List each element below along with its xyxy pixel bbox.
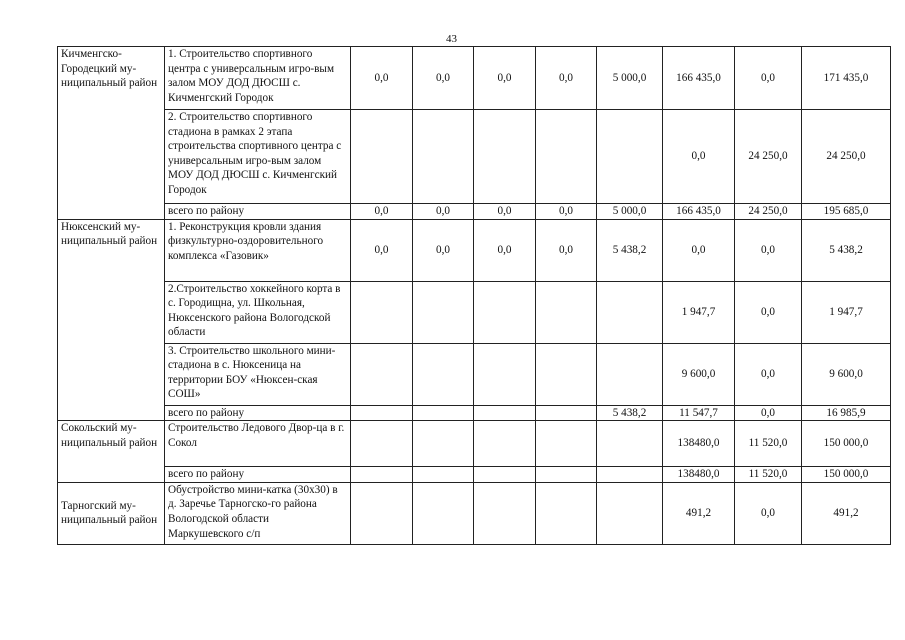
- district-cell: Кичменгско-Городецкий му-ниципальный район: [58, 47, 165, 220]
- value-cell: [413, 110, 474, 204]
- value-cell: [597, 421, 663, 467]
- value-cell: 491,2: [663, 482, 735, 544]
- value-cell: [474, 467, 536, 483]
- value-cell: [474, 421, 536, 467]
- value-cell: 0,0: [536, 47, 597, 110]
- value-cell: [474, 482, 536, 544]
- value-cell: 0,0: [735, 219, 802, 281]
- value-cell: 0,0: [474, 47, 536, 110]
- value-cell: 0,0: [735, 281, 802, 343]
- value-cell: 0,0: [536, 204, 597, 220]
- total-cell: 5 438,2: [802, 219, 891, 281]
- value-cell: [474, 110, 536, 204]
- table-row: [58, 204, 891, 220]
- value-cell: 11 520,0: [735, 421, 802, 467]
- subtotal-label: всего по району: [165, 467, 351, 483]
- project-cell: 1. Реконструкция кровли здания физкультурно-оздоровительного комплекса «Газовик»: [165, 219, 351, 281]
- value-cell: [351, 405, 413, 421]
- value-cell: [351, 343, 413, 405]
- value-cell: 24 250,0: [735, 204, 802, 220]
- value-cell: 138480,0: [663, 467, 735, 483]
- value-cell: 0,0: [413, 47, 474, 110]
- table-row: [58, 281, 891, 343]
- value-cell: 5 438,2: [597, 219, 663, 281]
- value-cell: [536, 421, 597, 467]
- subtotal-label: всего по району: [165, 405, 351, 421]
- table-row: [58, 421, 891, 467]
- value-cell: [413, 405, 474, 421]
- value-cell: [474, 405, 536, 421]
- value-cell: [413, 482, 474, 544]
- value-cell: [351, 482, 413, 544]
- project-cell: 1. Строительство спортивного центра с универсальным игро-вым залом МОУ ДОД ДЮСШ с. Кичменгский Городок: [165, 47, 351, 110]
- value-cell: 11 520,0: [735, 467, 802, 483]
- value-cell: 0,0: [474, 219, 536, 281]
- table-row: [58, 405, 891, 421]
- value-cell: 0,0: [351, 47, 413, 110]
- value-cell: [474, 281, 536, 343]
- value-cell: 0,0: [351, 219, 413, 281]
- value-cell: [413, 421, 474, 467]
- value-cell: [597, 343, 663, 405]
- value-cell: 11 547,7: [663, 405, 735, 421]
- project-cell: Строительство Ледового Двор-ца в г. Сокол: [165, 421, 351, 467]
- value-cell: 0,0: [735, 47, 802, 110]
- project-cell: 2.Строительство хоккейного корта в с. Городищна, ул. Школьная, Нюксенского района Вологодской области: [165, 281, 351, 343]
- value-cell: [597, 110, 663, 204]
- table-row: [58, 110, 891, 204]
- value-cell: [413, 343, 474, 405]
- value-cell: [597, 482, 663, 544]
- value-cell: 1 947,7: [663, 281, 735, 343]
- value-cell: [351, 281, 413, 343]
- value-cell: [536, 482, 597, 544]
- value-cell: [597, 467, 663, 483]
- value-cell: 0,0: [735, 405, 802, 421]
- value-cell: [597, 281, 663, 343]
- value-cell: 24 250,0: [735, 110, 802, 204]
- project-cell: 2. Строительство спортивного стадиона в рамках 2 этапа строительства спортивного центра с универсальным игро-вым залом МОУ ДОД ДЮСШ с. Кичменгский Городок: [165, 110, 351, 204]
- district-cell: Сокольский му-ниципальный район: [58, 421, 165, 483]
- value-cell: [536, 405, 597, 421]
- value-cell: [536, 281, 597, 343]
- value-cell: [413, 281, 474, 343]
- value-cell: 5 000,0: [597, 47, 663, 110]
- value-cell: [536, 467, 597, 483]
- total-cell: 150 000,0: [802, 467, 891, 483]
- table-row: [58, 482, 891, 544]
- value-cell: 0,0: [735, 482, 802, 544]
- value-cell: 5 438,2: [597, 405, 663, 421]
- value-cell: 0,0: [413, 204, 474, 220]
- value-cell: 5 000,0: [597, 204, 663, 220]
- value-cell: 0,0: [351, 204, 413, 220]
- total-cell: 195 685,0: [802, 204, 891, 220]
- value-cell: [536, 110, 597, 204]
- value-cell: 0,0: [536, 219, 597, 281]
- total-cell: 491,2: [802, 482, 891, 544]
- page-number: 43: [446, 33, 457, 45]
- subtotal-label: всего по району: [165, 204, 351, 220]
- value-cell: [351, 421, 413, 467]
- value-cell: 0,0: [663, 110, 735, 204]
- district-cell: Нюксенский му-ниципальный район: [58, 219, 165, 421]
- value-cell: [474, 343, 536, 405]
- value-cell: 166 435,0: [663, 47, 735, 110]
- value-cell: [413, 467, 474, 483]
- value-cell: 0,0: [474, 204, 536, 220]
- total-cell: 24 250,0: [802, 110, 891, 204]
- value-cell: [351, 467, 413, 483]
- district-cell: Тарногский му-ниципальный район: [58, 482, 165, 544]
- value-cell: [351, 110, 413, 204]
- value-cell: 138480,0: [663, 421, 735, 467]
- value-cell: 9 600,0: [663, 343, 735, 405]
- table-row: [58, 47, 891, 110]
- value-cell: [536, 343, 597, 405]
- total-cell: 16 985,9: [802, 405, 891, 421]
- value-cell: 0,0: [413, 219, 474, 281]
- value-cell: 0,0: [735, 343, 802, 405]
- total-cell: 1 947,7: [802, 281, 891, 343]
- value-cell: 0,0: [663, 219, 735, 281]
- total-cell: 150 000,0: [802, 421, 891, 467]
- value-cell: 166 435,0: [663, 204, 735, 220]
- project-cell: 3. Строительство школьного мини-стадиона в с. Нюксеница на территории БОУ «Нюксен-ская СОШ»: [165, 343, 351, 405]
- table-row: [58, 467, 891, 483]
- table-row: [58, 343, 891, 405]
- budget-table: [57, 46, 891, 545]
- table-row: [58, 219, 891, 281]
- total-cell: 9 600,0: [802, 343, 891, 405]
- total-cell: 171 435,0: [802, 47, 891, 110]
- project-cell: Обустройство мини-катка (30х30) в д. Заречье Тарногско-го района Вологодской области Маркушевского с/п: [165, 482, 351, 544]
